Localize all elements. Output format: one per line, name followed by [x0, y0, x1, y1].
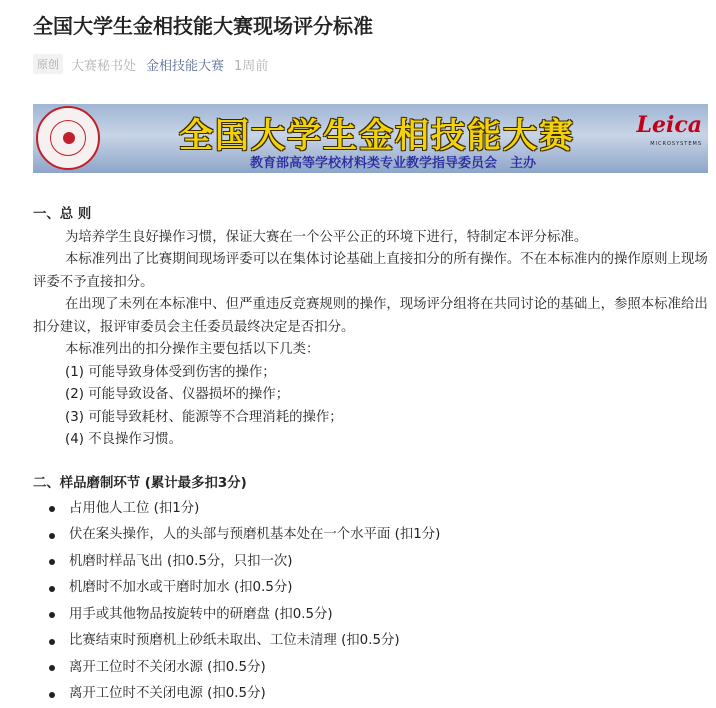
list-item	[33, 496, 713, 523]
article-body	[33, 204, 713, 708]
bullet-icon	[49, 665, 55, 671]
section-heading: 二、样品磨制环节 (累计最多扣3分)	[33, 475, 247, 491]
bullet-icon	[49, 612, 55, 618]
bullet-text: 用手或其他物品按旋转中的研磨盘 (扣0.5分)	[69, 606, 333, 622]
deduction-list	[33, 496, 713, 708]
paragraph: 在出现了未列在本标准中、但严重违反竞赛规则的操作，现场评分组将在共同讨论的基础上，参照本标准给出扣分建议，报评审委员会主任委员最终决定是否扣分。	[33, 297, 708, 335]
account-link[interactable]: 金相技能大赛	[146, 58, 225, 74]
logo-word: Leica	[636, 112, 702, 138]
list-item	[33, 575, 713, 602]
competition-banner-image	[33, 104, 708, 173]
bullet-text: 机磨时不加水或干磨时加水 (扣0.5分)	[69, 580, 293, 595]
list-item	[33, 628, 713, 655]
bullet-icon	[49, 533, 55, 539]
list-item: (2) 可能导致设备、仪器损坏的操作；	[65, 387, 290, 402]
bullet-icon	[49, 506, 55, 512]
bullet-icon	[49, 692, 55, 698]
paragraph: 本标准列出了比赛期间现场评委可以在集体讨论基础上直接扣分的所有操作。不在本标准内的操作原则上现场评委不予直接扣分。	[33, 252, 708, 290]
paragraph: 为培养学生良好操作习惯，保证大赛在一个公平公正的环境下进行，特制定本评分标准。	[65, 229, 588, 245]
bullet-icon	[49, 586, 55, 592]
banner-title: 全国大学生金相技能大赛	[179, 116, 575, 156]
bullet-text: 伏在案头操作，人的头部与预磨机基本处在一个水平面 (扣1分)	[69, 527, 441, 542]
list-item	[33, 522, 713, 549]
leica-logo-icon	[638, 112, 702, 152]
list-item: (4) 不良操作习惯。	[65, 432, 182, 447]
bullet-text: 比赛结束时预磨机上砂纸未取出、工位未清理 (扣0.5分)	[69, 633, 400, 648]
bullet-text: 占用他人工位 (扣1分)	[69, 500, 200, 516]
list-item	[33, 655, 713, 682]
section-heading: 一、总 则	[33, 207, 92, 222]
list-item	[33, 602, 713, 629]
author-name: 大赛秘书处	[71, 58, 137, 74]
bullet-icon	[49, 559, 55, 565]
original-badge: 原创	[33, 54, 63, 74]
banner-subtitle: 教育部高等学校材料类专业教学指导委员会 主办	[249, 156, 536, 171]
list-item: (3) 可能导致耗材、能源等不合理消耗的操作；	[65, 409, 343, 425]
paragraph: 本标准列出的扣分操作主要包括以下几类：	[65, 342, 320, 357]
bullet-text: 离开工位时不关闭电源 (扣0.5分)	[69, 686, 266, 701]
publish-time: 1周前	[234, 58, 269, 74]
bullet-icon	[49, 639, 55, 645]
bullet-text: 离开工位时不关闭水源 (扣0.5分)	[69, 659, 266, 675]
list-item: (1) 可能导致身体受到伤害的操作；	[65, 364, 276, 380]
bullet-text: 机磨时样品飞出 (扣0.5分，只扣一次)	[69, 553, 293, 569]
article-title: 全国大学生金相技能大赛现场评分标准	[33, 14, 373, 38]
logo-sub: MICROSYSTEMS	[650, 141, 702, 147]
list-item	[33, 549, 713, 576]
article-meta	[33, 54, 268, 74]
competition-seal-icon	[36, 106, 100, 170]
list-item	[33, 681, 713, 708]
